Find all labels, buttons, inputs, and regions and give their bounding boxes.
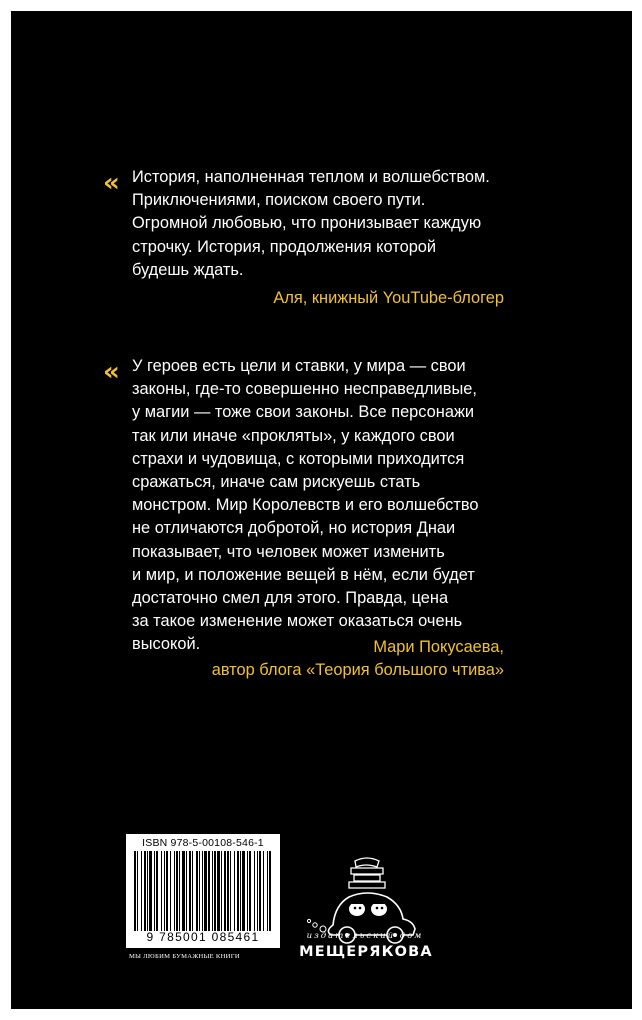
quote-line: так или иначе «прокляты», у каждого свои	[132, 426, 455, 445]
barcode-bars	[134, 851, 272, 931]
quote-line: сражаться, иначе сам рискуешь стать	[132, 473, 421, 492]
isbn-label: ISBN 978-5-00108-546-1	[142, 837, 264, 849]
quote-line: Приключениями, поиском своего пути.	[132, 191, 426, 210]
quote-mark-icon: «	[103, 168, 120, 198]
quote-line: монстром. Мир Королевств и его волшебство	[132, 496, 479, 515]
quote-2-text	[132, 355, 522, 657]
publisher-name: МЕЩЕРЯКОВА	[299, 944, 433, 960]
quote-line: История, наполненная теплом и волшебством.	[132, 168, 490, 186]
back-cover	[11, 11, 632, 1009]
quote-line: не отличаются добротой, но история Днаи	[132, 519, 456, 538]
quote-line: страхи и чудовища, с которыми приходится	[132, 449, 465, 468]
quote-2-attribution	[212, 636, 504, 682]
attribution-line: Мари Покусаева,	[373, 638, 504, 656]
quote-line: будешь ждать.	[132, 260, 244, 279]
quote-line: строчку. История, продолжения которой	[132, 237, 437, 256]
quote-line: У героев есть цели и ставки, у мира — свои	[132, 357, 466, 375]
quote-line: высокой.	[132, 635, 201, 654]
attribution-line: автор блога «Теория большого чтива»	[211, 661, 504, 679]
slogan: МЫ ЛЮБИМ БУМАЖНЫЕ КНИГИ	[129, 953, 240, 960]
quote-line: законы, где-то совершенно несправедливые,	[132, 380, 477, 399]
quote-line: и мир, и положение вещей в нём, если будет	[132, 565, 475, 584]
publisher-small-text: издательский дом	[306, 931, 424, 941]
quote-line: достаточно смел для этого. Правда, цена	[132, 589, 449, 608]
quote-1-text	[132, 166, 522, 282]
barcode	[126, 834, 280, 948]
quote-line: за такое изменение может оказаться очень	[132, 612, 463, 631]
quote-mark-icon: «	[103, 357, 120, 387]
quote-1-attribution	[273, 287, 504, 310]
quote-line: показывает, что человек может изменить	[132, 542, 445, 561]
ean-digits: 9 785001 085461	[146, 930, 260, 944]
quote-line: Огромной любовью, что пронизывает каждую	[132, 214, 482, 233]
quote-line: у магии — тоже свои законы. Все персонажи	[132, 403, 475, 422]
attribution-line: Аля, книжный YouTube-блогер	[273, 289, 504, 307]
